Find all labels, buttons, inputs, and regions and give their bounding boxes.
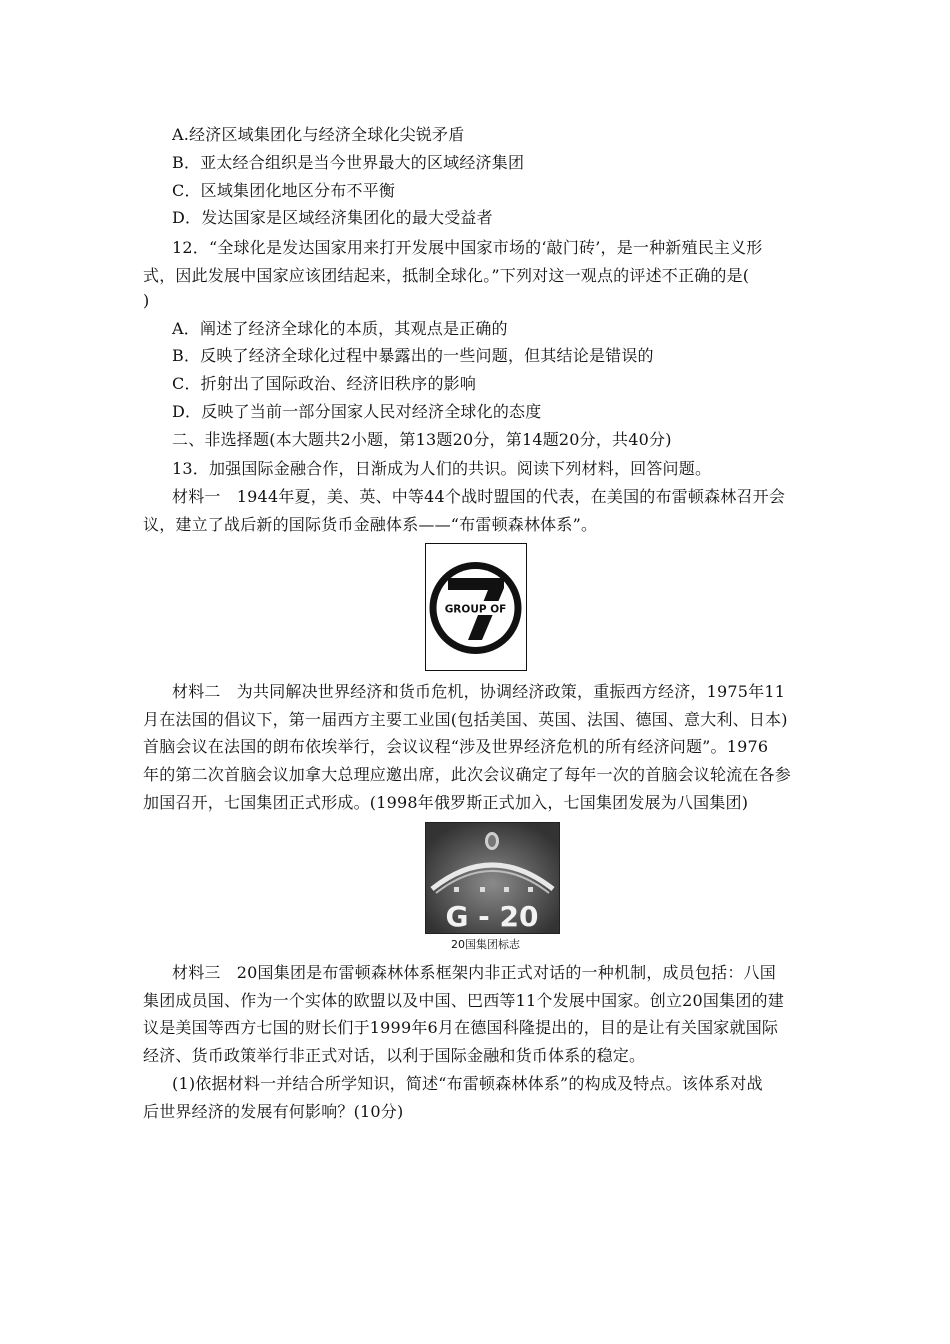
q12-option-d: D．反映了当前一部分国家人民对经济全球化的态度 <box>172 402 542 421</box>
sub-question-1-line1: (1)依据材料一并结合所学知识，简述“布雷顿森林体系”的构成及特点。该体系对战 <box>172 1074 763 1093</box>
q11-option-a: A.经济区域集团化与经济全球化尖锐矛盾 <box>172 125 465 144</box>
q12-stem-line2: 式，因此发展中国家应该团结起来，抵制全球化。”下列对这一观点的评述不正确的是( <box>143 266 750 285</box>
material2-line1: 材料二 为共同解决世界经济和货币危机，协调经济政策，重振西方经济，1975年11 <box>172 682 786 701</box>
material2-line3: 首脑会议在法国的朗布依埃举行，会议议程“涉及世界经济危机的所有经济问题”。1976 <box>143 737 769 756</box>
sub-question-1-line2: 后世界经济的发展有何影响？(10分) <box>143 1102 404 1121</box>
q11-option-b: B．亚太经合组织是当今世界最大的区域经济集团 <box>172 153 525 172</box>
material3-line1: 材料三 20国集团是布雷顿森林体系框架内非正式对话的一种机制，成员包括：八国 <box>172 963 776 982</box>
material1-line2: 议，建立了战后新的国际货币金融体系——“布雷顿森林体系”。 <box>143 515 598 534</box>
material3-line4: 经济、货币政策举行非正式对话，以利于国际金融和货币体系的稳定。 <box>143 1046 646 1065</box>
g20-logo <box>425 822 560 934</box>
q11-option-d: D．发达国家是区域经济集团化的最大受益者 <box>172 208 493 227</box>
q11-option-c: C．区域集团化地区分布不平衡 <box>172 181 396 200</box>
q12-option-a: A．阐述了经济全球化的本质，其观点是正确的 <box>172 319 508 338</box>
material3-line3: 议是美国等西方七国的财长们于1999年6月在德国科隆提出的，目的是让有关国家就国际 <box>143 1018 779 1037</box>
g20-text: G - 20 <box>445 900 539 933</box>
material2-line4: 年的第二次首脑会议加拿大总理应邀出席，此次会议确定了每年一次的首脑会议轮流在各参 <box>143 765 792 784</box>
material2-line2: 月在法国的倡议下，第一届西方主要工业国(包括美国、英国、法国、德国、意大利、日本) <box>143 710 788 729</box>
q13-stem: 13．加强国际金融合作，日渐成为人们的共识。阅读下列材料，回答问题。 <box>172 459 712 478</box>
q12-option-b: B．反映了经济全球化过程中暴露出的一些问题，但其结论是错误的 <box>172 346 654 365</box>
group-of-label: GROUP OF <box>444 603 507 616</box>
material1-line1: 材料一 1944年夏，美、英、中等44个战时盟国的代表，在美国的布雷顿森林召开会 <box>172 487 786 506</box>
q12-option-c: C．折射出了国际政治、经济旧秩序的影响 <box>172 374 477 393</box>
g20-caption: 20国集团标志 <box>451 938 520 951</box>
material2-line5: 加国召开，七国集团正式形成。(1998年俄罗斯正式加入，七国集团发展为八国集团) <box>143 793 749 812</box>
material3-line2: 集团成员国、作为一个实体的欧盟以及中国、巴西等11个发展中国家。创立20国集团的建 <box>143 991 784 1010</box>
group-of-7-logo <box>425 543 527 671</box>
q12-stem-line1: 12．“全球化是发达国家用来打开发展中国家市场的‘敲门砖’，是一种新殖民主义形 <box>172 238 763 257</box>
q12-stem-line3: ) <box>143 291 150 310</box>
section-heading: 二、非选择题(本大题共2小题，第13题20分，第14题20分，共40分) <box>172 430 672 449</box>
